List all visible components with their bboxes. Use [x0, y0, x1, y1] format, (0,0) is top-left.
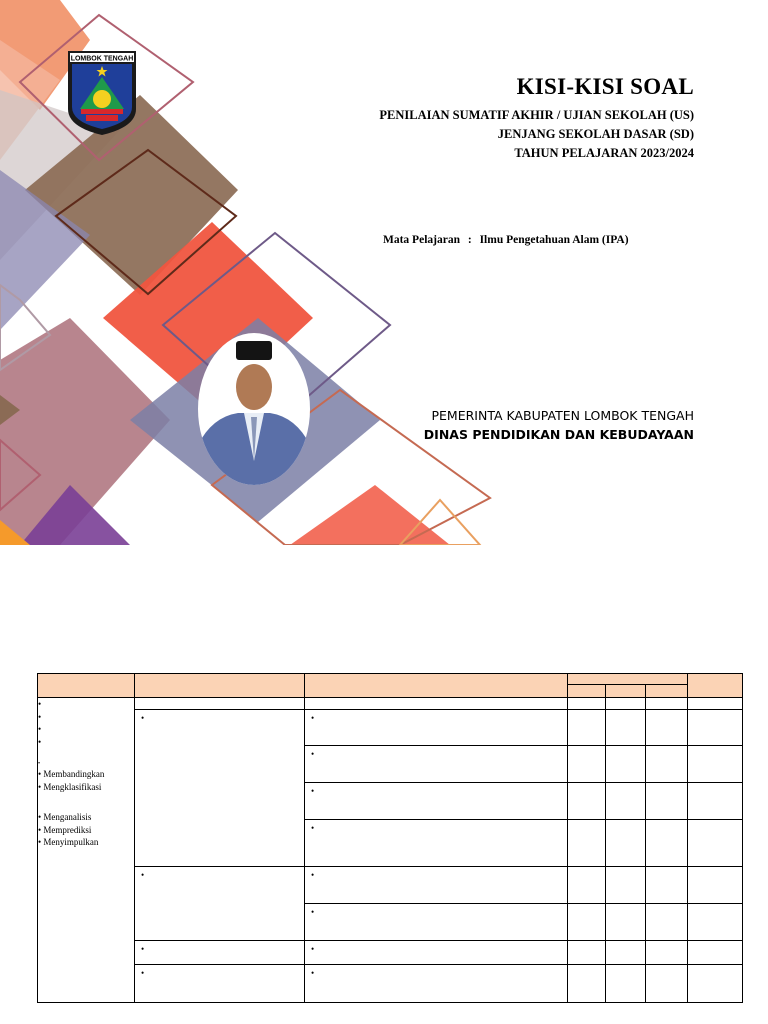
table-cell [568, 710, 606, 746]
table-row [38, 710, 743, 746]
subject-value: Ilmu Pengetahuan Alam (IPA) [479, 234, 629, 246]
table-cell: • [305, 783, 568, 820]
official-portrait-photo [198, 333, 310, 485]
table-cell: • [305, 904, 568, 941]
subtitle-year: TAHUN PELAJARAN 2023/2024 [514, 146, 694, 160]
header-cell [568, 674, 688, 685]
subtitle-level: JENJANG SEKOLAH DASAR (SD) [497, 127, 694, 141]
header-cell [568, 685, 606, 698]
table-cell [305, 698, 568, 710]
table-cell [688, 965, 743, 1003]
kisi-kisi-table [37, 673, 743, 1003]
table-cell [568, 965, 606, 1003]
document-title: KISI-KISI SOAL [516, 74, 694, 99]
table-cell: • [305, 867, 568, 904]
header-cell [646, 685, 688, 698]
table-cell: • [135, 941, 305, 965]
table-cell [606, 783, 646, 820]
table-cell [688, 698, 743, 710]
table-cell [135, 698, 305, 710]
logo-text: LOMBOK TENGAH [70, 55, 134, 63]
table-cell: • [305, 965, 568, 1003]
table-cell [606, 965, 646, 1003]
table-cell [646, 904, 688, 941]
table-header-row [38, 674, 743, 685]
table-cell [646, 867, 688, 904]
header-cell [135, 674, 305, 698]
education-office-label: DINAS PENDIDIKAN DAN KEBUDAYAAN [423, 427, 694, 442]
header-cell [606, 685, 646, 698]
table-cell: • [305, 746, 568, 783]
table-cell [568, 746, 606, 783]
table-cell [646, 710, 688, 746]
table-cell [568, 820, 606, 867]
table-cell [646, 746, 688, 783]
table-cell [568, 783, 606, 820]
table-cell [688, 867, 743, 904]
table-cell: • [135, 965, 305, 1003]
cognitive-level-cell: • • • • • • Membandingkan • Mengklasifikasi • Menganalisis • Memprediksi • Menyimpulkan [38, 698, 135, 1003]
table-cell [646, 783, 688, 820]
table-cell [646, 820, 688, 867]
table-cell [688, 710, 743, 746]
table-cell [688, 904, 743, 941]
subject-label: Mata Pelajaran [383, 234, 460, 246]
table-cell [606, 820, 646, 867]
table-row [38, 965, 743, 1003]
table-cell [606, 941, 646, 965]
lombok-tengah-logo [66, 49, 138, 137]
table-cell: • [305, 710, 568, 746]
table-cell [606, 710, 646, 746]
header-cell [688, 674, 743, 698]
table-cell [568, 867, 606, 904]
table-cell: • [305, 941, 568, 965]
table-cell [646, 698, 688, 710]
header-cell [38, 674, 135, 698]
table-row [38, 867, 743, 904]
table-row [38, 698, 743, 710]
table-cell [568, 698, 606, 710]
subject-line [383, 234, 629, 246]
table-cell [606, 746, 646, 783]
header-cell [305, 674, 568, 698]
regency-government-label: PEMERINTA KABUPATEN LOMBOK TENGAH [431, 408, 694, 423]
table-cell [688, 941, 743, 965]
table-cell [606, 698, 646, 710]
table-cell [688, 783, 743, 820]
table-cell [568, 941, 606, 965]
subtitle-assessment: PENILAIAN SUMATIF AKHIR / UJIAN SEKOLAH (US) [379, 108, 694, 122]
table-cell [646, 965, 688, 1003]
table-cell [646, 941, 688, 965]
table-cell: • [135, 867, 305, 941]
table-cell [606, 904, 646, 941]
table-cell [606, 867, 646, 904]
subject-separator: : [467, 234, 472, 246]
table-cell: • [305, 820, 568, 867]
table-row [38, 941, 743, 965]
table-cell [688, 820, 743, 867]
table-cell [688, 746, 743, 783]
table-cell: • [135, 710, 305, 867]
table-cell [568, 904, 606, 941]
